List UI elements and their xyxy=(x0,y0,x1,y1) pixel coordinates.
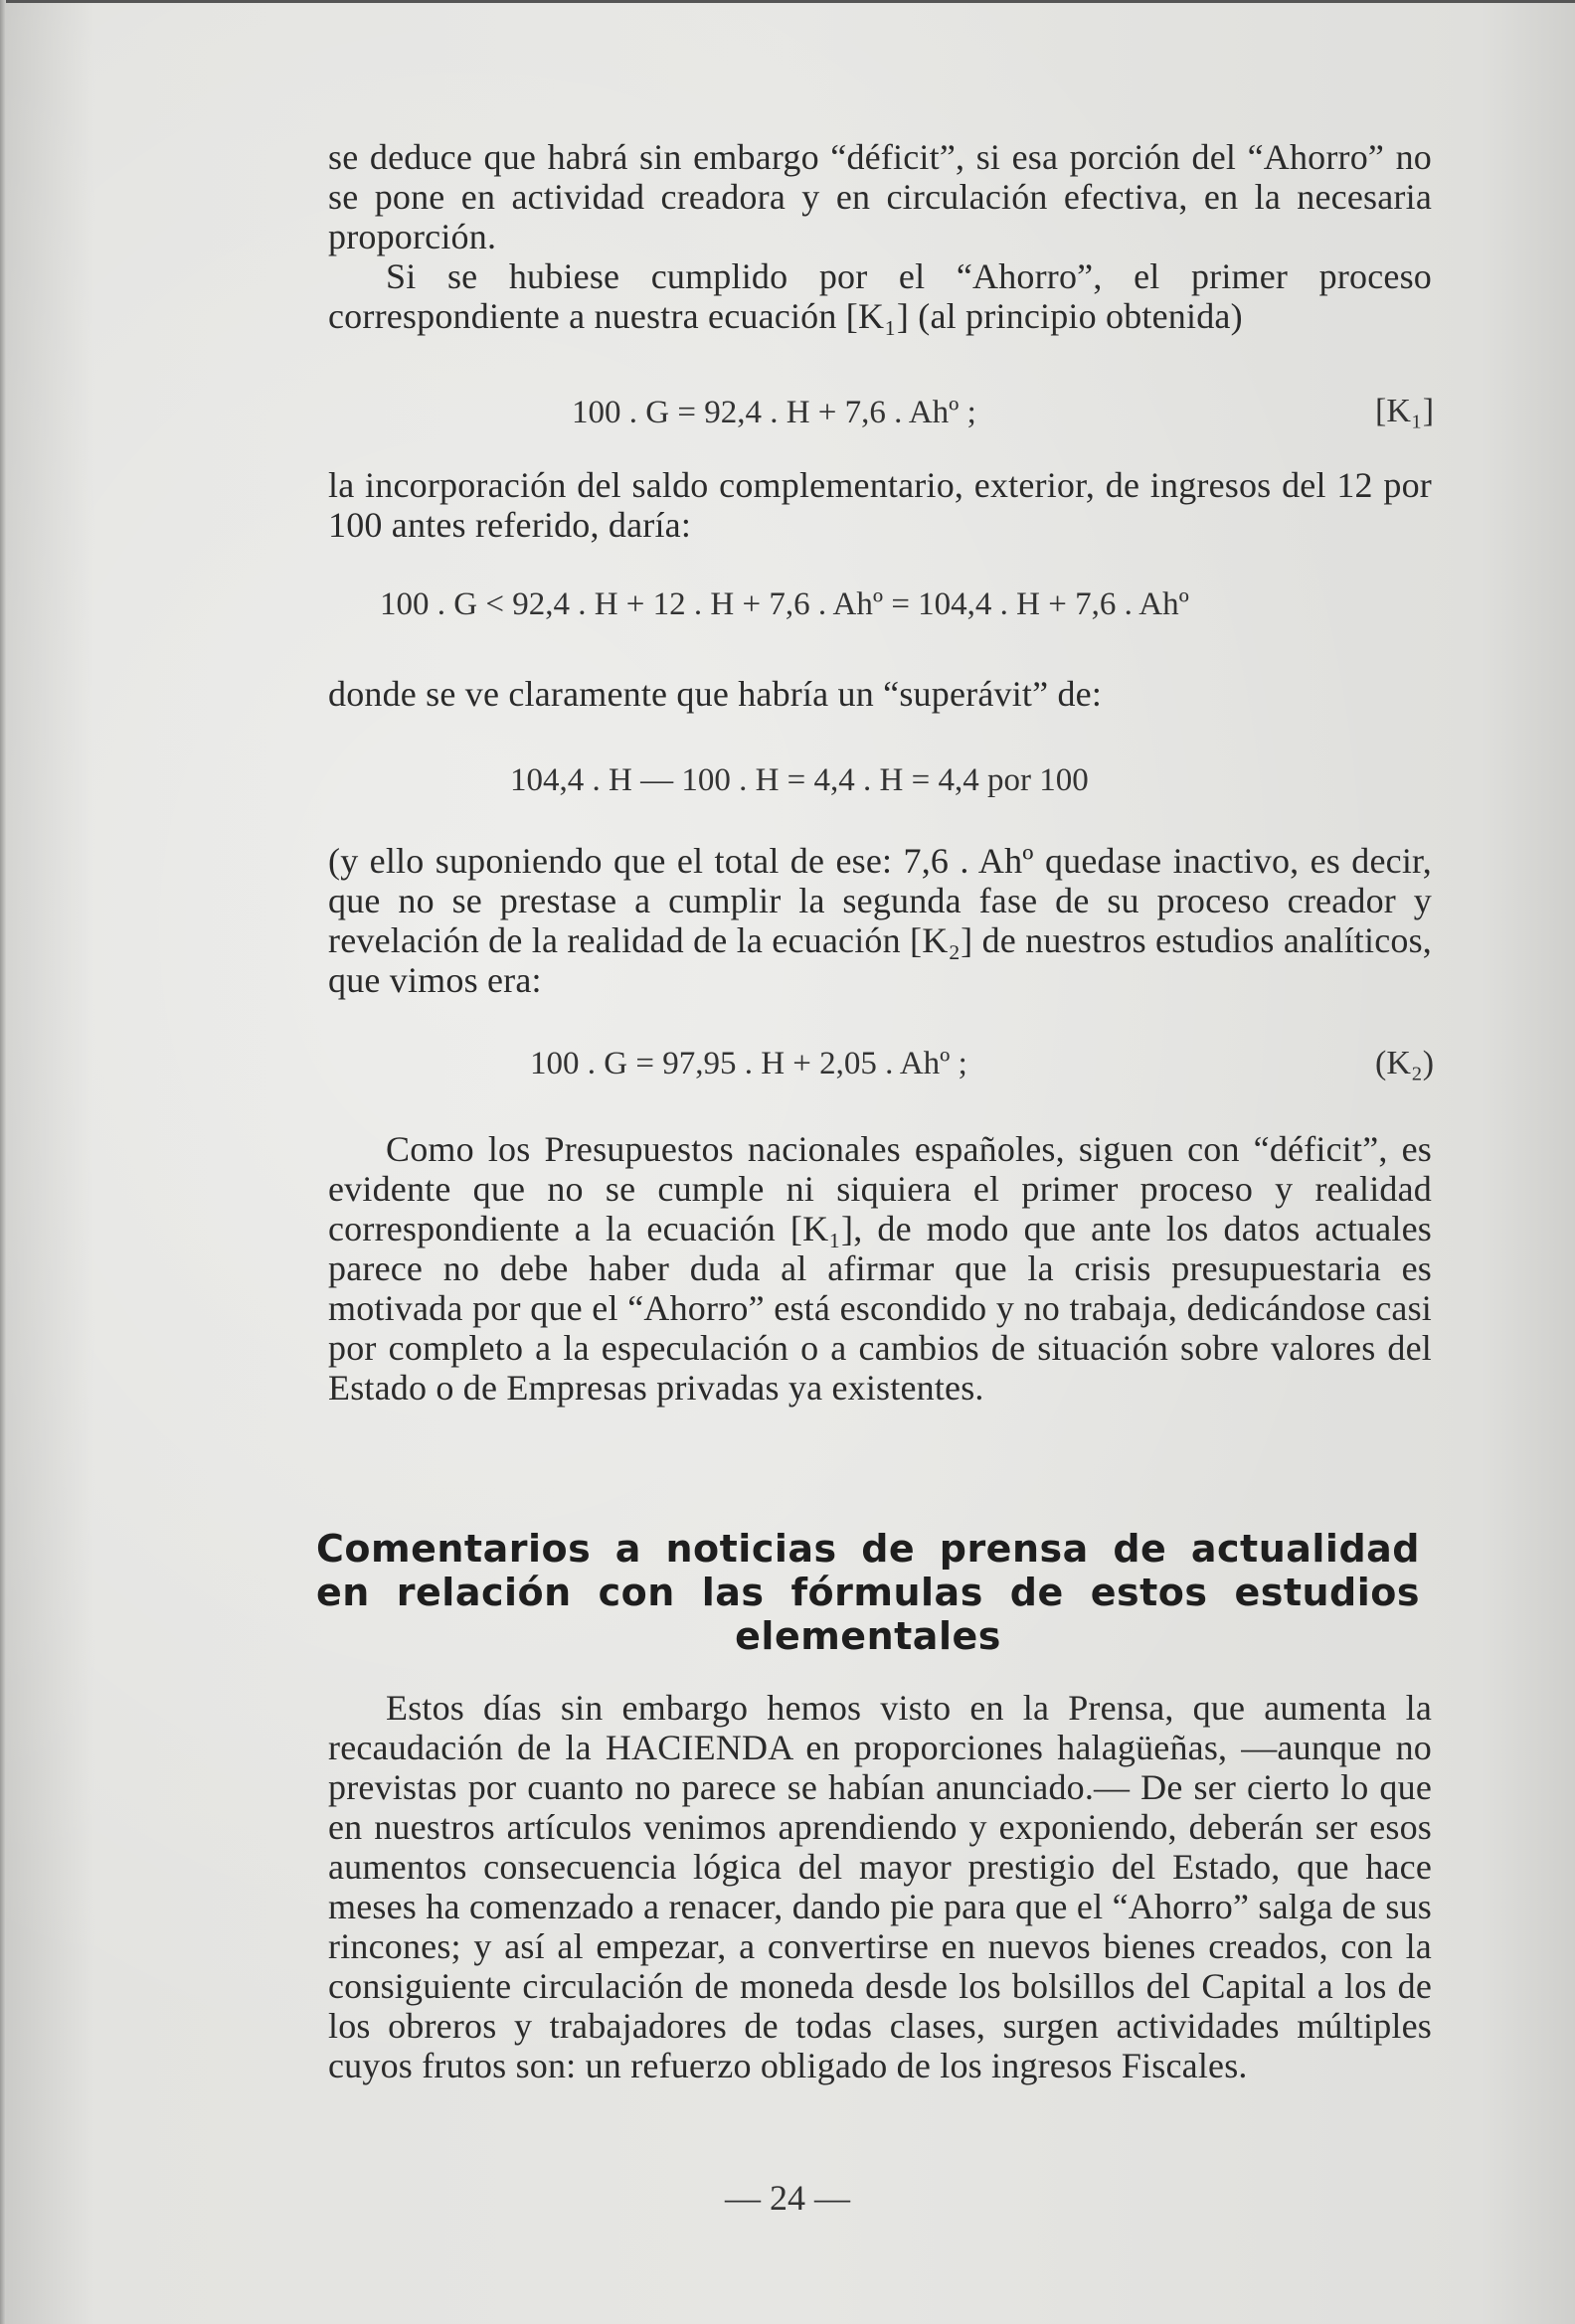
paragraph-suponiendo: (y ello suponiendo que el total de ese: 7,6 . Ahº quedase inactivo, es decir, que no se prestase a cumplir la segunda fase de su proceso creador y revelación de la realidad de la ecuación [K₂] de nuestros estudios analíticos, que vimos era: xyxy=(328,841,1432,1000)
paragraph-presupuestos: Como los Presupuestos nacionales españoles, siguen con “déficit”, es evidente que no se cumple ni siquiera el primer proceso y realidad correspondiente a la ecuación [K₁], de modo que ante los datos actuales parece no debe haber duda al afirmar que la crisis presupuestaria es motivada por que el “Ahorro” está escondido y no trabaja, dedicándose casi por completo a la especulación o a cambios de situación sobre valores del Estado o de Empresas privadas ya existentes. xyxy=(328,1129,1432,1408)
section-heading-line1: Comentarios a noticias de prensa de actualidad xyxy=(316,1527,1420,1571)
page-number: — 24 — xyxy=(725,2178,850,2218)
paragraph-incorporacion: la incorporación del saldo complementario, exterior, de ingresos del 12 por 100 antes referido, daría: xyxy=(328,465,1432,545)
equation-superavit: 100 . G < 92,4 . H + 12 . H + 7,6 . Ahº = 104,4 . H + 7,6 . Ahº xyxy=(380,586,1189,622)
paragraph-donde: donde se ve claramente que habría un “superávit” de: xyxy=(328,674,1103,714)
section-heading-line3: elementales xyxy=(735,1614,1001,1658)
equation-k1-label: [K₁] xyxy=(1375,393,1435,429)
paragraph-continuation xyxy=(328,137,1432,336)
page-edge xyxy=(0,0,6,2324)
top-rule xyxy=(0,0,1575,3)
equation-k1: 100 . G = 92,4 . H + 7,6 . Ahº ; xyxy=(572,395,976,430)
paragraph-ahorro: Si se hubiese cumplido por el “Ahorro”, el primer proceso correspondiente a nuestra ecuación [K₁] (al principio obtenida) xyxy=(328,256,1432,336)
paragraph-deficit: se deduce que habrá sin embargo “déficit”, si esa porción del “Ahorro” no se pone en actividad creadora y en circulación efectiva, en la necesaria proporción. xyxy=(328,137,1432,256)
equation-difference: 104,4 . H — 100 . H = 4,4 . H = 4,4 por 100 xyxy=(510,762,1089,798)
section-heading-line2: en relación con las fórmulas de estos estudios xyxy=(316,1571,1420,1614)
paragraph-prensa: Estos días sin embargo hemos visto en la Prensa, que aumenta la recaudación de la HACIENDA en proporciones halagüeñas, —aunque no previstas por cuanto no parece se habían anunciado.— De ser cierto lo que en nuestros artículos venimos aprendiendo y exponiendo, deberán ser esos aumentos consecuencia lógica del mayor prestigio del Estado, que hace meses ha comenzado a renacer, dando pie para que el “Ahorro” salga de sus rincones; y así al empezar, a convertirse en nuevos bienes creados, con la consiguiente circulación de moneda desde los bolsillos del Capital a los de los obreros y trabajadores de todas clases, surgen actividades múltiples cuyos frutos son: un refuerzo obligado de los ingresos Fiscales. xyxy=(328,1688,1432,2085)
equation-k2-label: (K₂) xyxy=(1375,1045,1435,1081)
section-heading xyxy=(316,1527,1420,1658)
equation-k2: 100 . G = 97,95 . H + 2,05 . Ahº ; xyxy=(530,1046,967,1081)
